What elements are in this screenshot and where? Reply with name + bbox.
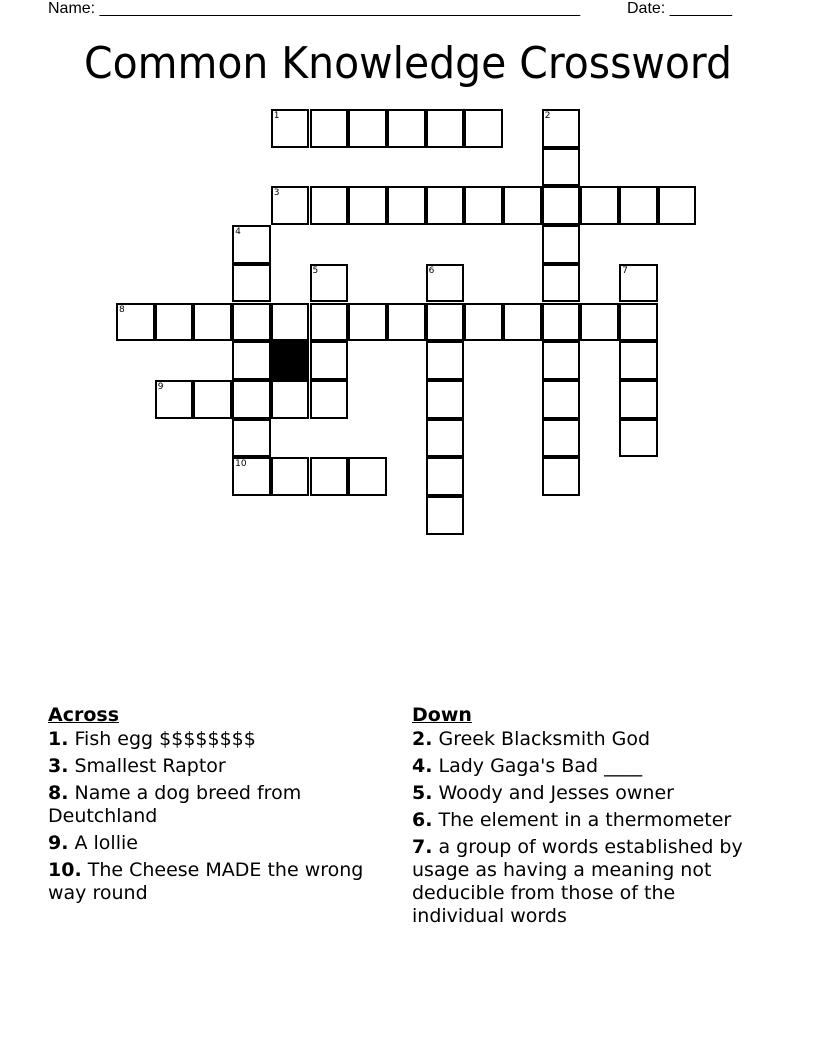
clue-number: 5. bbox=[412, 782, 433, 804]
grid-cell[interactable] bbox=[580, 303, 619, 342]
grid-cell[interactable] bbox=[619, 303, 658, 342]
grid-cell[interactable] bbox=[503, 186, 542, 225]
grid-cell[interactable] bbox=[426, 303, 465, 342]
cell-number: 5 bbox=[312, 265, 319, 276]
clue-down-7 bbox=[412, 836, 772, 928]
grid-cell[interactable] bbox=[503, 303, 542, 342]
grid-cell[interactable] bbox=[387, 109, 426, 148]
grid-cell[interactable] bbox=[271, 303, 310, 342]
grid-cell[interactable] bbox=[464, 186, 503, 225]
grid-cell[interactable] bbox=[232, 380, 271, 419]
cell-number: 4 bbox=[235, 227, 241, 238]
grid-cell[interactable] bbox=[464, 303, 503, 342]
grid-cell[interactable] bbox=[542, 225, 581, 264]
grid-cell[interactable] bbox=[310, 264, 349, 303]
grid-cell[interactable] bbox=[310, 186, 349, 225]
clue-number: 1. bbox=[48, 728, 69, 750]
clue-across-8 bbox=[48, 782, 398, 828]
cell-number: 7 bbox=[622, 265, 628, 276]
grid-cell[interactable] bbox=[580, 186, 619, 225]
cell-number: 6 bbox=[428, 265, 435, 276]
grid-cell[interactable] bbox=[310, 341, 349, 380]
grid-cell[interactable] bbox=[619, 186, 658, 225]
clue-number: 2. bbox=[412, 728, 433, 750]
grid-cell[interactable] bbox=[348, 109, 387, 148]
grid-cell[interactable] bbox=[232, 341, 271, 380]
grid-cell[interactable] bbox=[658, 186, 697, 225]
clue-number: 9. bbox=[48, 832, 69, 854]
down-clues bbox=[412, 703, 772, 932]
grid-cell[interactable] bbox=[232, 264, 271, 303]
grid-cell[interactable] bbox=[426, 380, 465, 419]
grid-cell[interactable] bbox=[232, 303, 271, 342]
date-field[interactable]: Date: _______ bbox=[627, 0, 732, 17]
grid-cell[interactable] bbox=[619, 341, 658, 380]
down-heading: Down bbox=[412, 704, 472, 726]
grid-cell[interactable] bbox=[542, 380, 581, 419]
clue-across-3 bbox=[48, 755, 398, 778]
clue-text: Fish egg $$$$$$$$ bbox=[68, 728, 256, 750]
page-title: Common Knowledge Crossword bbox=[83, 38, 733, 89]
grid-cell[interactable] bbox=[387, 186, 426, 225]
clue-text: Lady Gaga's Bad ____ bbox=[432, 755, 643, 777]
grid-cell[interactable] bbox=[116, 303, 155, 342]
cell-number: 3 bbox=[273, 188, 280, 199]
clue-text: Smallest Raptor bbox=[68, 755, 226, 777]
cell-number: 2 bbox=[544, 111, 551, 121]
grid-cell[interactable] bbox=[193, 380, 232, 419]
grid-cell[interactable] bbox=[155, 303, 194, 342]
grid-cell[interactable] bbox=[426, 109, 465, 148]
grid-cell[interactable] bbox=[310, 109, 349, 148]
grid-cell[interactable] bbox=[426, 341, 465, 380]
grid-cell[interactable] bbox=[619, 419, 658, 458]
clue-across-10 bbox=[48, 859, 398, 905]
grid-cell[interactable] bbox=[542, 341, 581, 380]
grid-cell[interactable] bbox=[193, 303, 232, 342]
grid-cell[interactable] bbox=[542, 419, 581, 458]
grid-cell[interactable] bbox=[155, 380, 194, 419]
clue-text: A lollie bbox=[68, 832, 138, 854]
grid-cell[interactable] bbox=[310, 303, 349, 342]
grid-cell[interactable] bbox=[271, 186, 310, 225]
clue-number: 6. bbox=[412, 809, 433, 831]
grid-cell[interactable] bbox=[348, 457, 387, 496]
grid-cell[interactable] bbox=[542, 457, 581, 496]
clue-down-2 bbox=[412, 728, 772, 751]
grid-cell[interactable] bbox=[464, 109, 503, 148]
clue-across-9 bbox=[48, 832, 398, 855]
cell-number: 1 bbox=[273, 111, 280, 121]
grid-cell[interactable] bbox=[271, 380, 310, 419]
cell-number: 9 bbox=[157, 381, 164, 392]
clue-text: The element in a thermometer bbox=[432, 809, 732, 831]
grid-cell[interactable] bbox=[619, 264, 658, 303]
grid-cell[interactable] bbox=[271, 109, 310, 148]
across-heading: Across bbox=[48, 704, 120, 726]
clue-text: a group of words established by usage as having a meaning not deducible from those of the individual words bbox=[412, 836, 743, 927]
grid-cell[interactable] bbox=[542, 303, 581, 342]
grid-cell[interactable] bbox=[310, 457, 349, 496]
grid-cell[interactable] bbox=[426, 264, 465, 303]
grid-cell[interactable] bbox=[542, 186, 581, 225]
grid-cell[interactable] bbox=[619, 380, 658, 419]
clue-text: The Cheese MADE the wrong way round bbox=[48, 859, 364, 904]
grid-cell[interactable] bbox=[426, 457, 465, 496]
grid-cell[interactable] bbox=[387, 303, 426, 342]
grid-cell[interactable] bbox=[426, 186, 465, 225]
grid-cell[interactable] bbox=[271, 457, 310, 496]
name-field[interactable]: Name: ______________________________________________________ bbox=[48, 0, 581, 17]
grid-cell[interactable] bbox=[426, 496, 465, 535]
clue-number: 10. bbox=[48, 859, 82, 881]
clue-text: Name a dog breed from Deutchland bbox=[48, 782, 302, 827]
grid-cell[interactable] bbox=[232, 225, 271, 264]
grid-cell[interactable] bbox=[542, 109, 581, 148]
cell-number: 8 bbox=[119, 304, 125, 315]
cell-number: 10 bbox=[235, 459, 247, 470]
clue-down-6 bbox=[412, 809, 772, 832]
grid-cell[interactable] bbox=[348, 186, 387, 225]
clue-down-4 bbox=[412, 755, 772, 778]
grid-cell[interactable] bbox=[542, 148, 581, 187]
grid-cell[interactable] bbox=[426, 419, 465, 458]
grid-cell[interactable] bbox=[232, 419, 271, 458]
clue-number: 3. bbox=[48, 755, 69, 777]
grid-cell[interactable] bbox=[310, 380, 349, 419]
clue-across-1 bbox=[48, 728, 398, 751]
clue-down-5 bbox=[412, 782, 772, 805]
clue-number: 4. bbox=[412, 755, 433, 777]
grid-cell[interactable] bbox=[348, 303, 387, 342]
black-cell bbox=[271, 341, 310, 380]
grid-cell[interactable] bbox=[232, 457, 271, 496]
clue-number: 7. bbox=[412, 836, 433, 858]
clue-number: 8. bbox=[48, 782, 69, 804]
across-clues bbox=[48, 703, 398, 909]
crossword-grid bbox=[117, 110, 717, 540]
grid-cell[interactable] bbox=[542, 264, 581, 303]
clue-text: Greek Blacksmith God bbox=[432, 728, 651, 750]
clue-text: Woody and Jesses owner bbox=[432, 782, 674, 804]
